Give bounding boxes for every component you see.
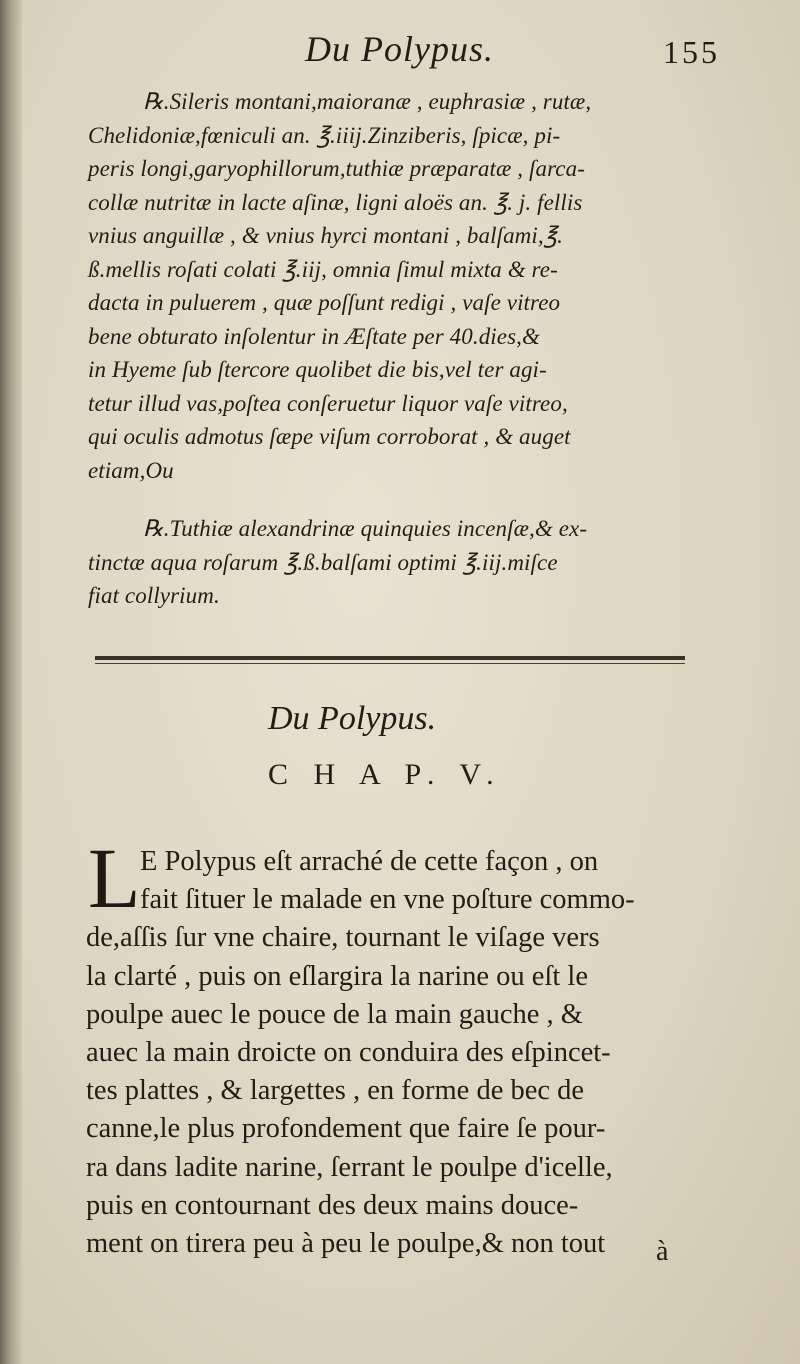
recipe-2-line: tinctæ aqua roſarum ℥.ß.balſami optimi ℥.iij.miſce (88, 549, 558, 575)
running-title: Du Polypus. (305, 29, 494, 69)
section-divider-thick (95, 656, 685, 660)
body-line: canne,le plus profondement que faire ſe pour- (86, 1113, 606, 1145)
recipe-1-line: Chelidoniæ,fœniculi an. ℥.iiij.Zinziberis, ſpicæ, pi- (88, 122, 561, 148)
body-line: poulpe auec le pouce de la main gauche , & (86, 998, 583, 1030)
recipe-2-line: fiat collyrium. (88, 583, 220, 608)
page-number: 155 (663, 34, 720, 70)
recipe-1-line: bene obturato inſolentur in Æſtate per 40.dies,& (88, 323, 540, 349)
recipe-1-line: peris longi,garyophillorum,tuthiæ præparatæ , ſarca- (88, 156, 585, 181)
body-line: auec la main droicte on conduira des eſpincet- (86, 1037, 611, 1069)
body-line: fait ſituer le malade en vne poſture commo- (140, 884, 635, 916)
catchword: à (656, 1236, 669, 1267)
body-line: tes plattes , & largettes , en forme de bec de (86, 1075, 585, 1107)
recipe-1-line: tetur illud vas,poſtea conſeruetur liquor vaſe vitreo, (88, 390, 568, 416)
recipe-1-line: collæ nutritæ in lacte aſinæ, ligni aloës an. ℥. j. fellis (88, 189, 583, 215)
recipe-block-2 (88, 512, 738, 613)
recipe-1-line: dacta in puluerem , quæ poſſunt redigi , vaſe vitreo (88, 290, 561, 315)
section-divider-thin (95, 663, 685, 664)
recipe-1-line: etiam,Ou (88, 457, 174, 483)
recipe-1-line: qui oculis admotus ſæpe viſum corroborat , & auget (88, 424, 571, 449)
recipe-1-line: vnius anguillæ , & vnius hyrci montani , balſami,℥. (88, 223, 563, 248)
chapter-number: C H A P. V. (268, 758, 503, 791)
chapter-body-text (86, 843, 696, 1263)
page-header (90, 28, 720, 78)
body-line: puis en contournant des deux mains douce- (86, 1189, 579, 1221)
body-line: la clarté , puis on eſlargira la narine ou eſt le (86, 960, 588, 992)
body-line: E Polypus eſt arraché de cette façon , on (140, 846, 599, 877)
body-line: de,aſſis ſur vne chaire, tournant le viſage vers (86, 922, 600, 954)
recipe-block-1 (88, 85, 738, 487)
recipe-1-line: ß.mellis roſati colati ℥.iij, omnia ſimul mixta & re- (88, 256, 558, 282)
body-line: ment on tirera peu à peu le poulpe,& non tout (86, 1228, 606, 1260)
recipe-1-line: in Hyeme ſub ſtercore quolibet die bis,vel ter agi- (88, 357, 547, 382)
chapter-title: Du Polypus. (268, 700, 437, 737)
body-line: ra dans ladite narine, ſerrant le poulpe d'icelle, (86, 1151, 613, 1183)
drop-cap: L (88, 830, 141, 926)
page-gutter-shadow (0, 0, 22, 1364)
recipe-2-line: ℞.Tuthiæ alexandrinæ quinquies incenſæ,& ex- (143, 516, 588, 541)
recipe-1-line: ℞.Sileris montani,maioranæ , euphrasiæ , rutæ, (143, 89, 592, 114)
